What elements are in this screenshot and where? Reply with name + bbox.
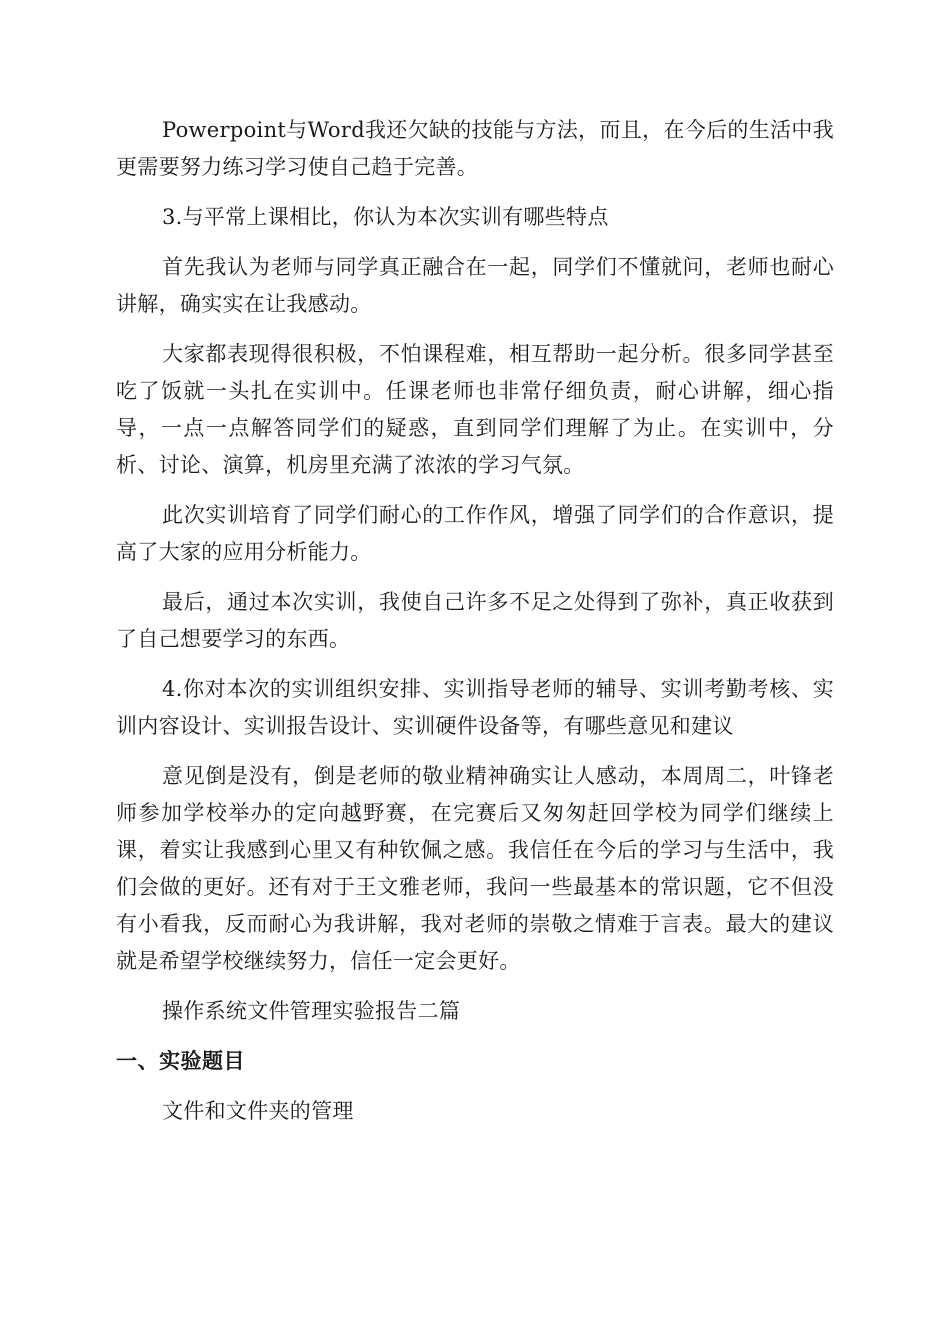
paragraph-skills-continuation: Powerpoint与Word我还欠缺的技能与方法，而且，在今后的生活中我更需要努力练习学习使自己趋于完善。	[116, 118, 834, 179]
paragraph-active-learning: 大家都表现得很积极，不怕课程难，相互帮助一起分析。很多同学甚至吃了饭就一头扎在实训中。任课老师也非常仔细负责，耐心讲解，细心指导，一点一点解答同学们的疑惑，直到同学们理解了为止。在实训中，分析、讨论、演算，机房里充满了浓浓的学习气氛。	[116, 342, 834, 477]
paragraph-suggestions: 意见倒是没有，倒是老师的敬业精神确实让人感动，本周周二，叶锋老师参加学校举办的定向越野赛，在完赛后又匆匆赶回学校为同学们继续上课，着实让我感到心里又有种钦佩之感。我信任在今后的学习与生活中，我们会做的更好。还有对于王文雅老师，我问一些最基本的常识题，它不但没有小看我，反而耐心为我讲解，我对老师的崇敬之情难于言表。最大的建议就是希望学校继续努力，信任一定会更好。	[116, 764, 834, 973]
report-title: 操作系统文件管理实验报告二篇	[162, 999, 461, 1023]
section-body-topic: 文件和文件夹的管理	[162, 1099, 354, 1123]
paragraph-training-benefits: 此次实训培育了同学们耐心的工作作风，增强了同学们的合作意识，提高了大家的应用分析能力。	[116, 503, 834, 564]
question-4-heading: 4.你对本次的实训组织安排、实训指导老师的辅导、实训考勤考核、实训内容设计、实训报告设计、实训硬件设备等，有哪些意见和建议	[116, 677, 834, 738]
paragraph-teacher-student: 首先我认为老师与同学真正融合在一起，同学们不懂就问，老师也耐心讲解，确实实在让我感动。	[116, 255, 834, 316]
paragraph-conclusion: 最后，通过本次实训，我使自己许多不足之处得到了弥补，真正收获到了自己想要学习的东西。	[116, 590, 834, 651]
question-3-heading: 3.与平常上课相比，你认为本次实训有哪些特点	[162, 205, 609, 229]
section-heading-experiment-topic: 一、实验题目	[116, 1049, 245, 1073]
document-body	[116, 112, 834, 1143]
